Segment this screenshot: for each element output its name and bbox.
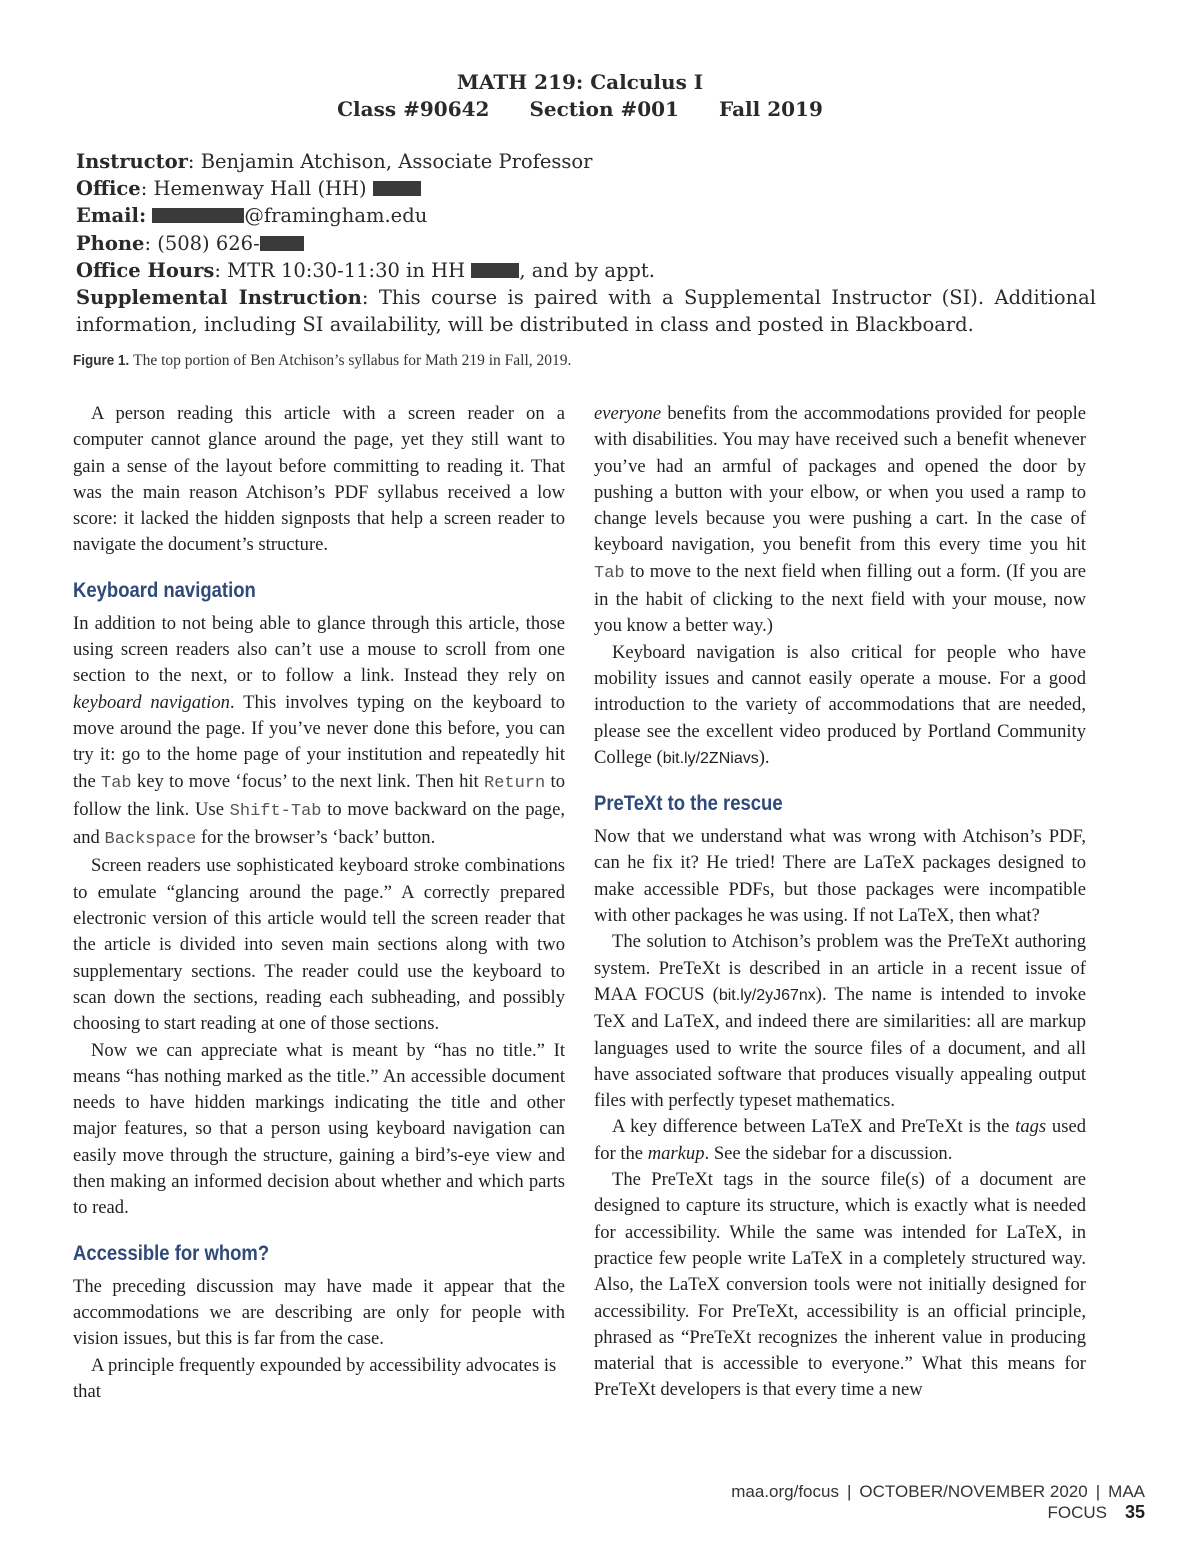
paragraph	[594, 401, 1086, 640]
instructor-line: Instructor: Benjamin Atchison, Associate Professor	[76, 150, 593, 173]
footer-site[interactable]: maa.org/focus	[731, 1482, 839, 1501]
redaction-block	[471, 263, 519, 278]
office-line: Office: Hemenway Hall (HH)	[76, 175, 1096, 202]
paragraph: The PreTeXt tags in the source file(s) of a document are designed to capture its structure, which is exactly what is needed for accessibility. While the same was intended for LaTeX, in practice few people write LaTeX in a completely structured way. Also, the LaTeX conversion tools were not initially designed for accessibility. For PreTeXt, accessibility is an official principle, phrased as “PreTeXt recognizes the inherent value in producing material that is accessible to everyone.” What this means for PreTeXt developers is that every time a new	[594, 1169, 1086, 1401]
text-run: A key difference between LaTeX and PreTeXt is the	[612, 1116, 1016, 1138]
office-hours-value: MTR 10:30-11:30 in HH	[227, 258, 466, 282]
paragraph: Screen readers use sophisticated keyboard stroke combinations to emulate “glancing around the page.” A correctly prepared electronic version of this article would tell the screen reader that the article is divided into seven main sections along with two supplementary sections. The reader could use the keyboard to scan down the sections, reading each subheading, and possibly choosing to start reading at one of those sections.	[73, 855, 565, 1035]
office-hours-line: Office Hours: MTR 10:30-11:30 in HH , and by appt.	[76, 258, 655, 282]
text-run: to move backward on the page, and	[73, 798, 565, 849]
course-title: MATH 219: Calculus I	[456, 70, 704, 94]
key-tab: Tab	[101, 773, 132, 793]
paragraph: Now that we understand what was wrong with Atchison’s PDF, can he fix it? He tried! There are LaTeX packages designed to make accessible PDFs, but those packages were incompatible with other packages he was using. If not LaTeX, then what?	[594, 826, 1086, 927]
key-return: Return	[484, 773, 546, 793]
si-label: Supplemental Instruction	[76, 286, 362, 310]
key-shift-tab: Shift-Tab	[229, 801, 322, 821]
section-number: Section #001	[529, 97, 679, 121]
footer-issue: OCTOBER/NOVEMBER 2020	[859, 1482, 1088, 1501]
footer-divider: |	[846, 1482, 852, 1501]
right-column	[594, 401, 1086, 1404]
figure-caption-text: The top portion of Ben Atchison’s syllabus for Math 219 in Fall, 2019.	[133, 352, 572, 369]
figure-label: Figure 1.	[73, 352, 130, 369]
text-run: A principle frequently expounded by accessibility advocates is that	[73, 1354, 557, 1402]
text-run: Keyboard navigation is also critical for people who have mobility issues and cannot easily operate a mouse. For a good introduction to the variety of accommodations that are needed, please see the excellent video produced by Portland Community College (	[594, 641, 1086, 768]
email-line	[76, 202, 1096, 229]
text-run: The solution to Atchison’s problem was the PreTeXt authoring system. PreTeXt is described in an article in a recent issue of MAA FOCUS (	[594, 931, 1086, 1005]
redaction-block	[373, 181, 421, 196]
section-heading-keyboard: Keyboard navigation	[73, 578, 256, 602]
section-heading-whom: Accessible for whom?	[73, 1241, 270, 1265]
footer-publication: MAA FOCUS	[1047, 1482, 1145, 1522]
page-footer	[640, 1482, 1145, 1523]
si-line: Supplemental Instruction: This course is paired with a Supplemental Instructor (SI). Additional information, including SI availability, will be distributed in class and posted in Blackboard.	[76, 286, 1097, 337]
phone-line: Phone: (508) 626-	[76, 230, 1096, 257]
course-meta	[0, 97, 1160, 121]
instructor-value: Benjamin Atchison, Associate Professor	[200, 150, 593, 173]
paragraph	[73, 1353, 565, 1406]
text-run: to follow the link. Use	[73, 770, 565, 820]
text-run: benefits from the accommodations provided for people with disabilities. You may have received such a benefit whenever you’ve had an armful of packages and opened the door by pushing a button with your elbow, or when you used a ramp to change levels because you were pushing a cart. In the case of keyboard navigation, you benefit from this every time you hit	[594, 403, 1086, 556]
text-run: ). The name is intended to invoke TeX and LaTeX, and indeed there are similarities: all are markup languages used to write the source files of a document, and all have associated software that produces visually appealing output files with perfectly typeset mathematics.	[594, 983, 1086, 1112]
paragraph	[73, 611, 565, 854]
instructor-label: Instructor	[76, 150, 188, 173]
office-label: Office	[76, 177, 141, 201]
footer-divider: |	[1095, 1482, 1101, 1501]
redaction-block	[260, 236, 304, 251]
section-heading-pretext: PreTeXt to the rescue	[594, 792, 783, 816]
class-number: Class #90642	[337, 97, 490, 121]
paragraph	[594, 640, 1086, 772]
office-value: Hemenway Hall (HH)	[153, 177, 367, 201]
term: Fall 2019	[718, 97, 823, 121]
syllabus-info	[76, 148, 1096, 338]
paragraph: The preceding discussion may have made it appear that the accommodations we are describing are only for people with vision issues, but this is far from the case.	[73, 1275, 565, 1350]
link-video[interactable]: bit.ly/2ZNiavs	[662, 749, 759, 767]
email-value: @framingham.edu	[244, 204, 428, 228]
paragraph	[594, 929, 1086, 1114]
text-run: ).	[758, 746, 770, 768]
text-run: for the browser’s ‘back’ button.	[196, 827, 436, 849]
phone-label: Phone	[76, 231, 145, 255]
emphasis: markup	[647, 1142, 705, 1164]
text-run: key to move ‘focus’ to the next link. Then hit	[131, 770, 485, 792]
figure-caption	[73, 352, 1133, 370]
left-column	[73, 401, 565, 1405]
phone-value: (508) 626-	[157, 231, 260, 255]
redaction-block	[152, 208, 244, 223]
paragraph: Now we can appreciate what is meant by “has no title.” It means “has nothing marked as the title.” An accessible document needs to have hidden markings indicating the title and other major features, so that a person using keyboard navigation can easily move through the structure, gaining a bird’s-eye view and then making an informed decision about whether and which parts to read.	[73, 1039, 565, 1219]
emphasis: keyboard navigation	[73, 691, 230, 713]
text-run: used for the	[594, 1116, 1087, 1164]
emphasis: tags	[1015, 1116, 1047, 1138]
office-hours-label: Office Hours	[76, 258, 215, 282]
key-tab: Tab	[594, 563, 625, 583]
emphasis: everyone	[594, 403, 662, 424]
text-run: to move to the next field when filling out a form. (If you are in the habit of clicking to the next field with your mouse, now you know a better way.)	[594, 560, 1086, 637]
text-run: In addition to not being able to glance through this article, those using screen readers also can’t use a mouse to scroll from one section to the next, or to follow a link. Instead they rely on	[73, 612, 565, 687]
paragraph: A person reading this article with a screen reader on a computer cannot glance around the page, yet they still want to gain a sense of the layout before committing to reading it. That was the main reason Atchison’s PDF syllabus received a low score: it lacked the hidden signposts that help a screen reader to navigate the document’s structure.	[73, 403, 565, 556]
paragraph	[594, 1114, 1086, 1167]
link-pretext-article[interactable]: bit.ly/2yJ67nx	[718, 986, 816, 1004]
si-value: This course is paired with a Supplemental Instructor (SI). Additional information, including SI availability, will be distributed in class and posted in Blackboard.	[76, 286, 1097, 337]
key-backspace: Backspace	[104, 830, 197, 850]
text-run: . See the sidebar for a discussion.	[704, 1142, 953, 1164]
page-number: 35	[1124, 1502, 1145, 1522]
office-hours-suffix: , and by appt.	[519, 258, 655, 282]
text-run: . This involves typing on the keyboard to move around the page. If you’ve never done this before, you can try it: go to the home page of your institution and repeatedly hit the	[73, 691, 565, 792]
email-label: Email:	[76, 204, 147, 228]
